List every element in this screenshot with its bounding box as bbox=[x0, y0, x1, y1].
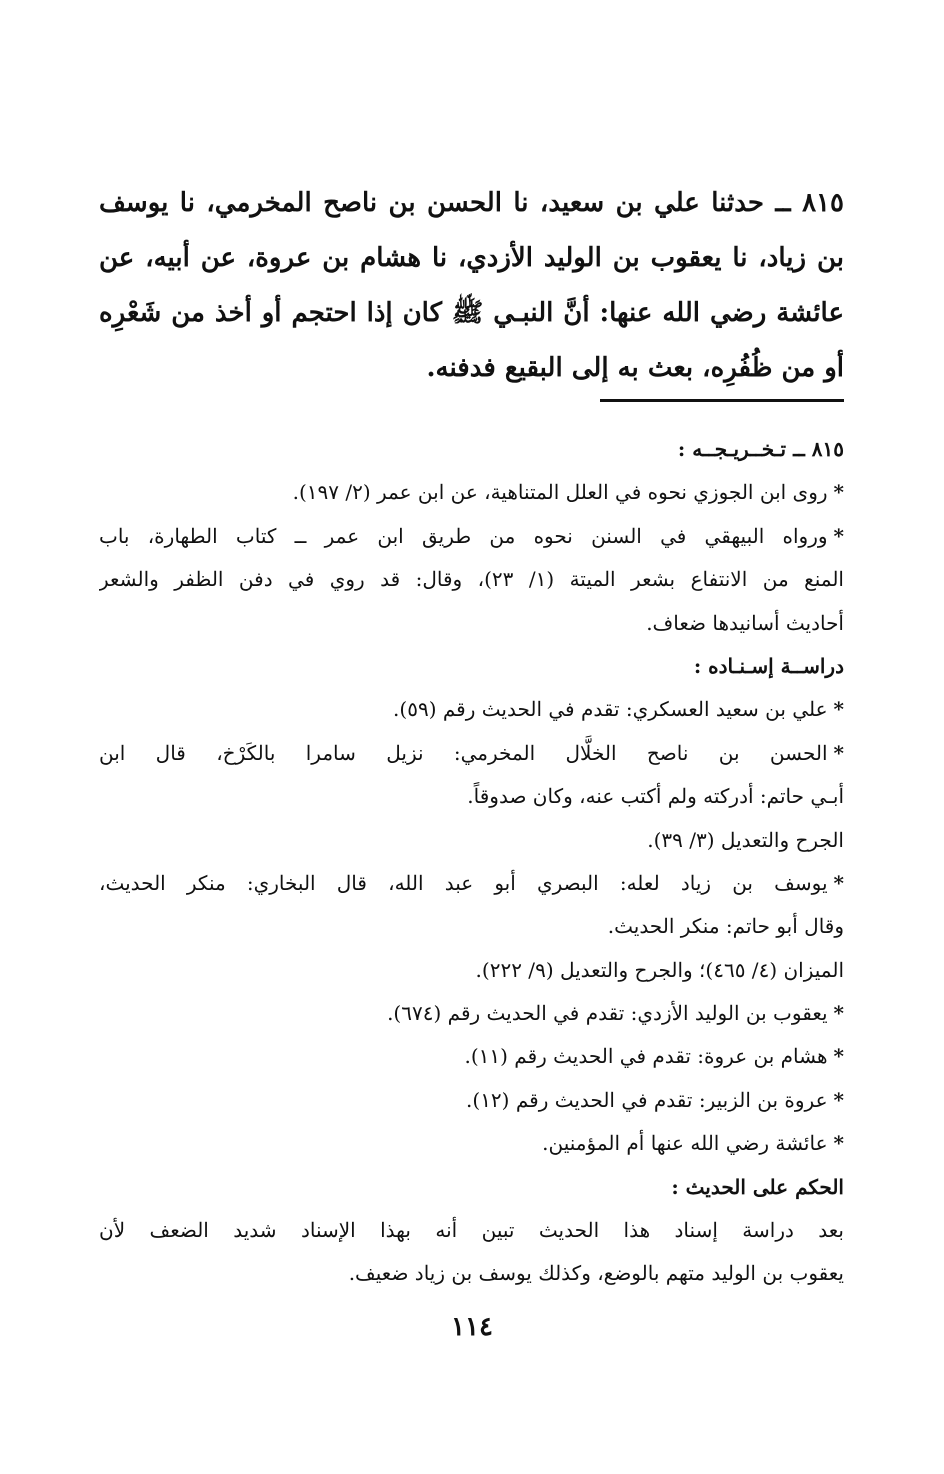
note-line: *يعقوب بن الوليد الأزدي: تقدم في الحديث رقم (٦٧٤). bbox=[387, 1001, 844, 1026]
footnote-separator bbox=[600, 399, 844, 402]
bullet-star: * bbox=[833, 1087, 844, 1112]
bullet-star: * bbox=[833, 870, 844, 895]
note-line: بعد دراسة إسناد هذا الحديث تبين أنه بهذا الإسناد شديد الضعف لأن bbox=[99, 1218, 844, 1243]
hadith-number: ٨١٥ bbox=[802, 188, 844, 218]
note-line: *علي بن سعيد العسكري: تقدم في الحديث رقم (٥٩). bbox=[393, 697, 844, 722]
note-line: أبـي حاتم: أدركته ولم أكتب عنه، وكان صدوقاً. bbox=[467, 784, 844, 809]
note-line: الجرح والتعديل (٣/ ٣٩). bbox=[647, 827, 844, 852]
hadith-text bbox=[99, 176, 844, 396]
note-line: الميزان (٤/ ٤٦٥)؛ والجرح والتعديل (٩/ ٢٢٢). bbox=[475, 957, 844, 982]
note-line: *عائشة رضي الله عنها أم المؤمنين. bbox=[542, 1131, 844, 1156]
note-line: وقال أبو حاتم: منكر الحديث. bbox=[607, 914, 844, 939]
note-line: *روى ابن الجوزي نحوه في العلل المتناهية، عن ابن عمر (٢/ ١٩٧). bbox=[292, 480, 844, 505]
bullet-star: * bbox=[833, 1001, 844, 1026]
note-line: المنع من الانتفاع بشعر الميتة (١/ ٢٣)، وقال: قد روي في دفن الظفر والشعر bbox=[99, 567, 844, 592]
bullet-star: * bbox=[833, 697, 844, 722]
bullet-star: * bbox=[833, 480, 844, 505]
note-line: *يوسف بن زياد لعله: البصري أبو عبد الله، قال البخاري: منكر الحديث، bbox=[99, 870, 844, 895]
isnad-heading: دراســة إسـنـاده : bbox=[693, 653, 844, 678]
note-line: *ورواه البيهقي في السنن نحوه من طريق ابن عمر ــ كتاب الطهارة، باب bbox=[99, 523, 844, 548]
note-line: *عروة بن الزبير: تقدم في الحديث رقم (١٢). bbox=[466, 1087, 844, 1112]
hadith-body: حدثنا علي بن سعيد، نا الحسن بن ناصح المخرمي، نا يوسف بن زياد، نا يعقوب بن الوليد الأزدي، نا هشام بن عروة، عن أبيه، عن عائشة رضي الله عنها: أنَّ النبـي ﷺ كان إذا احتجم أو أخذ من شَعْرِه أو من ظُفُرِه، بعث به إلى البقيع فدفنه. bbox=[99, 188, 844, 383]
hadith-dash: ــ bbox=[775, 188, 791, 218]
footnotes bbox=[99, 428, 844, 1296]
bullet-star: * bbox=[833, 740, 844, 765]
note-line: يعقوب بن الوليد متهم بالوضع، وكذلك يوسف بن زياد ضعيف. bbox=[348, 1261, 844, 1286]
page-number: ١١٤ bbox=[451, 1312, 493, 1342]
bullet-star: * bbox=[833, 1131, 844, 1156]
note-line: *الحسن بن ناصح الخلَّال المخرمي: نزيل سامرا بالكَرْخ، قال ابن bbox=[99, 740, 844, 765]
bullet-star: * bbox=[833, 1044, 844, 1069]
ruling-heading: الحكم على الحديث : bbox=[671, 1174, 844, 1199]
bullet-star: * bbox=[833, 523, 844, 548]
note-line: أحاديث أسانيدها ضعاف. bbox=[646, 610, 844, 635]
note-line: *هشام بن عروة: تقدم في الحديث رقم (١١). bbox=[464, 1044, 844, 1069]
takhrij-heading: ٨١٥ ــ تـخــريـجــه : bbox=[677, 437, 844, 461]
